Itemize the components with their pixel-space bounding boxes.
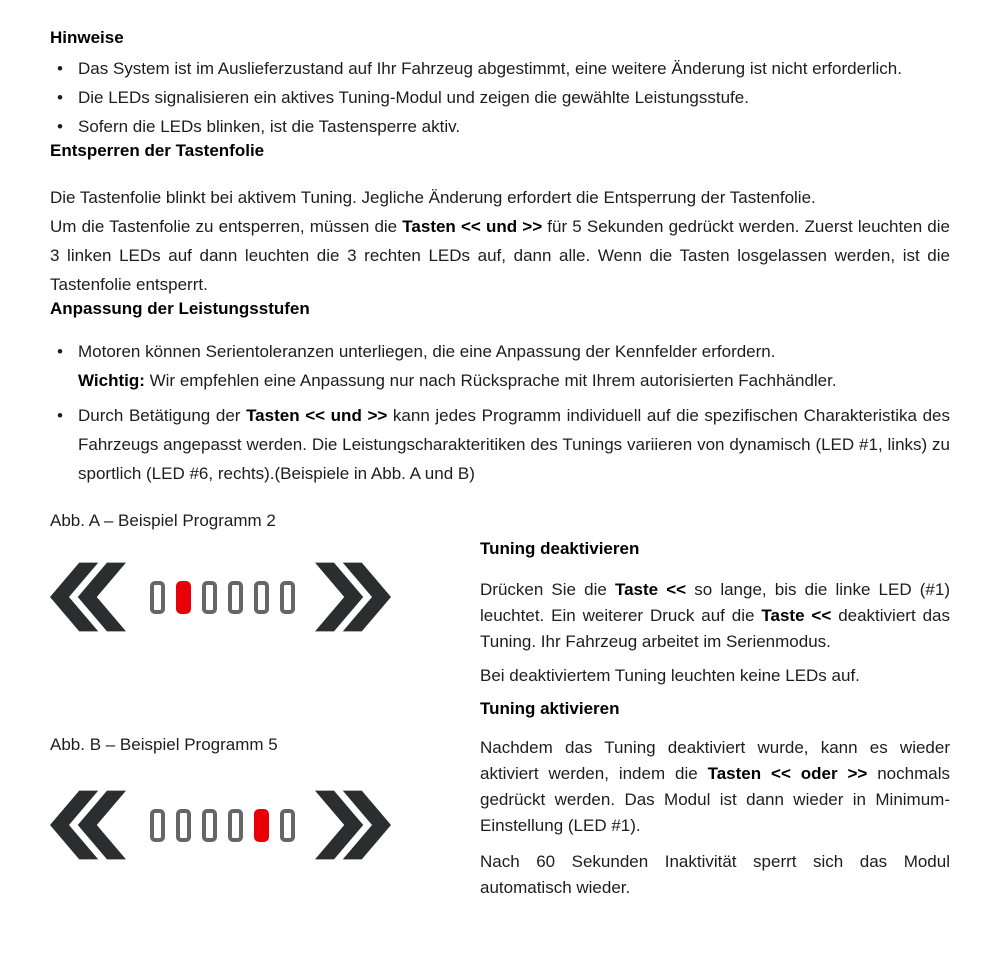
bullet-icon: • (57, 342, 63, 361)
led-indicator-off (176, 809, 191, 842)
led-indicator-off (280, 809, 295, 842)
list-item-text: Die LEDs signalisieren ein aktives Tuning-Modul und zeigen die gewählte Leistungsstufe. (78, 88, 749, 107)
text-run: Drücken Sie die (480, 580, 615, 599)
text-run: Wir empfehlen eine Anpassung nur nach Rücksprache mit Ihrem autorisierten Fachhändler. (144, 371, 837, 390)
bullet-icon: • (57, 117, 63, 136)
anpassung-list (50, 337, 950, 488)
list-item-text: Das System ist im Auslieferzustand auf Ihr Fahrzeug abgestimmt, eine weitere Änderung ist nicht erforderlich. (78, 59, 902, 78)
text-run: Nachdem das Tuning deaktiviert wurde, kann es wieder aktiviert werden, indem die (480, 738, 950, 783)
led-indicator-off (228, 581, 243, 614)
figure-b-led-display (50, 790, 480, 860)
double-chevron-right-icon (315, 790, 391, 860)
text-run: Durch Betätigung der (78, 406, 247, 425)
entsperren-body (50, 183, 950, 299)
paragraph (480, 577, 950, 655)
tuning-text-column (480, 502, 950, 901)
led-indicator-off (280, 581, 295, 614)
figure-b-caption: Abb. B – Beispiel Programm 5 (50, 735, 278, 754)
double-chevron-right-icon (315, 562, 391, 632)
led-indicator-off (228, 809, 243, 842)
list-item-text: Motoren können Serientoleranzen unterliegen, die eine Anpassung der Kennfelder erfordern. (78, 342, 776, 361)
list-item (50, 337, 950, 395)
list-item (50, 112, 950, 141)
bold-text-run: Taste << (614, 580, 687, 599)
led-row (150, 809, 295, 842)
led-row (150, 581, 295, 614)
bullet-icon: • (57, 59, 63, 78)
section-hinweise (50, 28, 950, 141)
tuning-aktivieren-heading: Tuning aktivieren (480, 699, 620, 718)
list-item-text: Sofern die LEDs blinken, ist die Tastensperre aktiv. (78, 117, 461, 136)
anpassung-heading: Anpassung der Leistungsstufen (50, 299, 310, 318)
paragraph (50, 212, 950, 299)
double-chevron-left-icon (50, 790, 126, 860)
text-run: kann jedes Programm individuell auf die spezifischen Charakteristika des Fahrzeugs angepasst werden. Die Leistungscharakteritiken des Tunings variieren von dynamisch (LED #1, links) zu sportlich (LED #6, rechts).(Beispiele in Abb. A und B) (78, 406, 950, 483)
figures-and-tuning-region (50, 502, 950, 901)
bold-text-run: Tasten << oder >> (707, 764, 868, 783)
text-run: so lange, bis die linke LED (#1) leuchtet. Ein weiterer Druck auf die (480, 580, 950, 625)
text-run: für 5 Sekunden gedrückt werden. Zuerst leuchten die 3 linken LEDs auf dann leuchten die 3 rechten LEDs auf, dann alle. Wenn die Tasten losgelassen werden, ist die Tastenfolie entsperrt. (50, 217, 950, 294)
bold-text-run: Taste << (761, 606, 832, 625)
hinweise-heading: Hinweise (50, 28, 124, 47)
list-item (50, 54, 950, 83)
entsperren-heading: Entsperren der Tastenfolie (50, 141, 265, 160)
bullet-icon: • (57, 88, 63, 107)
list-item (50, 83, 950, 112)
bold-text-run: Tasten << und >> (402, 217, 543, 236)
hinweise-list (50, 54, 950, 141)
text-run: Um die Tastenfolie zu entsperren, müssen die (50, 217, 403, 236)
paragraph: Nach 60 Sekunden Inaktivität sperrt sich das Modul automatisch wieder. (480, 852, 950, 897)
led-indicator-on (176, 581, 191, 614)
figures-column (50, 502, 480, 901)
double-chevron-left-icon (50, 562, 126, 632)
figure-a-led-display (50, 562, 480, 632)
tuning-deaktivieren-heading: Tuning deaktivieren (480, 539, 640, 558)
list-item-text (78, 366, 950, 395)
led-indicator-off (254, 581, 269, 614)
led-indicator-on (254, 809, 269, 842)
led-indicator-off (202, 809, 217, 842)
figure-a-caption: Abb. A – Beispiel Programm 2 (50, 511, 276, 530)
paragraph: Bei deaktiviertem Tuning leuchten keine LEDs auf. (480, 666, 860, 685)
list-item-text (78, 401, 950, 488)
text-run: deaktiviert das Tuning. Ihr Fahrzeug arbeitet im Serienmodus. (480, 606, 950, 651)
led-indicator-off (202, 581, 217, 614)
led-indicator-off (150, 809, 165, 842)
list-item (50, 401, 950, 488)
bullet-icon: • (57, 406, 63, 425)
paragraph: Die Tastenfolie blinkt bei aktivem Tuning. Jegliche Änderung erfordert die Entsperrung der Tastenfolie. (50, 188, 816, 207)
text-run: nochmals gedrückt werden. Das Modul ist dann wieder in Minimum-Einstellung (LED #1). (480, 764, 950, 835)
section-entsperren (50, 141, 950, 299)
bold-text-run: Tasten << und >> (246, 406, 388, 425)
led-indicator-off (150, 581, 165, 614)
paragraph (480, 735, 950, 839)
bold-text-run: Wichtig: (78, 371, 145, 390)
section-anpassung (50, 299, 950, 488)
